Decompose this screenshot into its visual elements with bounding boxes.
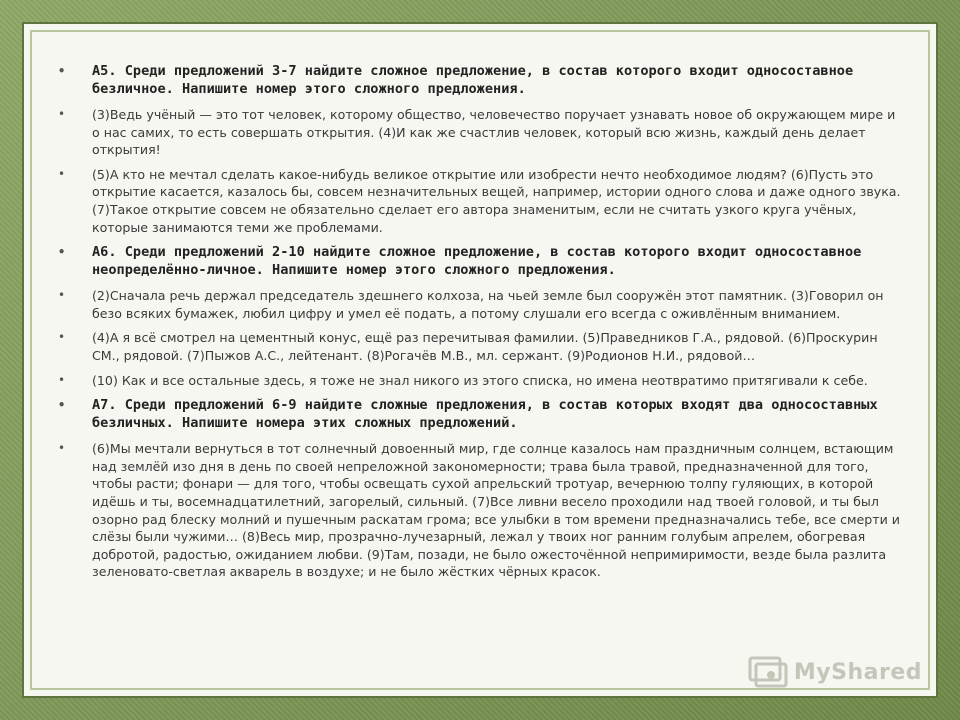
text-paragraph: • (6)Мы мечтали вернуться в тот солнечный довоенный мир, где солнце казалось нам праздничным солнцем, встающим над землёй изо дня в день по своей непреложной закономерности; трава была травой, предназначенной для того, чтобы расти; фонари — для того, чтобы освещать сухой апрельский тротуар, вечернюю толпу гуляющих, в которой идёшь и ты, восемнадцатилетний, загорелый, сильный. (7)Все ливни весело проходили над твоей головой, и ты был озорно рад блеску молний и пушечным раскатам грома; все улыбки в том времени предназначались тебе, все смерти и слёзы были чужими… (8)Весь мир, прозрачно-лучезарный, лежал у твоих ног ранним голубым апрелем, обогревая добротой, радостью, ожиданием любви. (9)Там, позади, не было ожесточённой непримиримости, везде была разлита зеленовато-светлая акварель в воздухе; и не было жёстких чёрных красок. bbox=[58, 440, 906, 581]
text-paragraph: • (10) Как и все остальные здесь, я тоже не знал никого из этого списка, но имена неотвратимо притягивали к себе. bbox=[58, 372, 906, 390]
watermark bbox=[748, 654, 922, 690]
text-paragraph: • (2)Сначала речь держал председатель здешнего колхоза, на чьей земле был сооружён этот памятник. (3)Говорил он безо всяких бумажек, любил цифру и умел её подать, а потому слушали его всегда с оживлённым вниманием. bbox=[58, 287, 906, 322]
task-a5: • А5. Среди предложений 3-7 найдите сложное предложение, в состав которого входит односоставное безличное. Напишите номер этого сложного предложения. bbox=[58, 62, 906, 98]
bullet-list bbox=[58, 62, 906, 581]
task-a7: • А7. Среди предложений 6-9 найдите сложные предложения, в состав которых входят два односоставных безличных. Напишите номера этих сложных предложений. bbox=[58, 396, 906, 432]
text-paragraph: • (3)Ведь учёный — это тот человек, которому общество, человечество поручает узнавать новое об окружающем мире и о нас самих, то есть совершать открытия. (4)И как же счастлив человек, который всю жизнь, каждый день делает открытия! bbox=[58, 106, 906, 159]
watermark-text: MyShared bbox=[793, 659, 922, 685]
slide-content bbox=[58, 62, 906, 588]
presentation-icon bbox=[748, 654, 788, 690]
task-a6: • А6. Среди предложений 2-10 найдите сложное предложение, в состав которого входит односоставное неопределённо-личное. Напишите номер этого сложного предложения. bbox=[58, 243, 906, 279]
text-paragraph: • (5)А кто не мечтал сделать какое-нибудь великое открытие или изобрести нечто необходимое людям? (6)Пусть это открытие касается, казалось бы, совсем незначительных вещей, например, истории одного слова и даже одного звука. (7)Такое открытие совсем не обязательно сделает его автора знаменитым, если не считать узкого круга учёных, которые занимаются теми же проблемами. bbox=[58, 166, 906, 236]
text-paragraph: • (4)А я всё смотрел на цементный конус, ещё раз перечитывая фамилии. (5)Праведников Г.А., рядовой. (6)Проскурин СМ., рядовой. (7)Пыжов А.С., лейтенант. (8)Рогачёв М.В., мл. сержант. (9)Родионов Н.И., рядовой… bbox=[58, 329, 906, 364]
